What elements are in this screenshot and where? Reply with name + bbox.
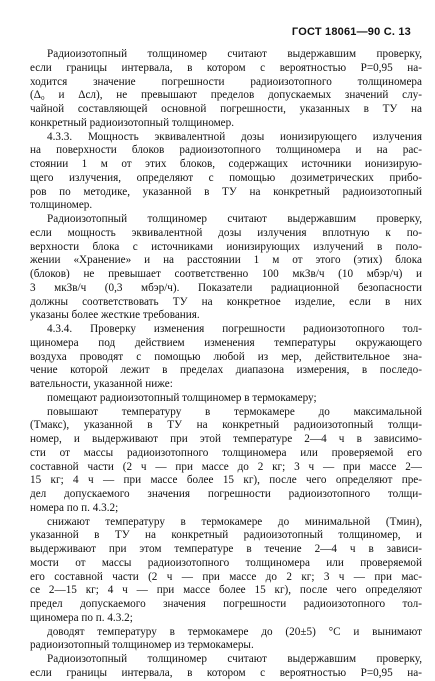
text-line: Радиоизотопный толщиномер считают выдержавшим проверку, [47,213,422,225]
text-line: вательности, указанной ниже: [30,378,173,390]
text-line: на поверхности блоков радиоизотопного толщиномера и на рас- [30,144,422,157]
text-line: его составной части (2 ч — при массе до 2 кг; 3 ч — при мас- [30,570,422,583]
text-line: 15 кг; 4 ч — при массе более 15 кг), после чего определяют пре- [30,474,422,487]
page-header: ГОСТ 18061—90 С. 13 [291,26,411,38]
text-line: (Δ₀ и Δсл), не превышают пределов допускаемых значений слу- [30,89,422,102]
text-line: если границы интервала, в котором с вероятностью P=0,95 на- [30,666,422,679]
text-line: 3 мкЗв/ч (0,3 мбэр/ч). Показатели радиационной безопасности [30,281,422,294]
text-line: выдерживают при этом температуре в течение 2—4 ч в зависи- [30,543,422,555]
text-line: доводят температуру в термокамере до (20±5) °С и вынимают [47,625,422,638]
text-line: номер, и выдерживают при этой температуре 2—4 ч в зависимо- [30,433,422,445]
text-line: щего излучения, определяют с помощью дозиметрических прибо- [30,171,422,184]
text-line: 4.3.4. Проверку изменения погрешности радиоизотопного тол- [47,323,422,335]
text-line: щиномера под действием изменения температуры окружающего [30,336,422,349]
text-line: указаны более жесткие требования. [30,309,200,322]
text-line: воздуха проводят с помощью любой из мер, действительное зна- [30,350,422,363]
text-line: предел допускаемого значения погрешности радиоизотопного тол- [30,598,422,610]
text-line: составной части (2 ч — при массе до 2 кг; 3 ч — при массе 2— [30,460,422,473]
text-line: конкретный радиоизотопный толщиномер. [30,116,235,129]
text-line: Радиоизотопный толщиномер считают выдержавшим проверку, [47,653,422,665]
text-line: жении «Хранение» и на расстоянии 1 м от этого (этих) блока [30,254,422,267]
text-line: снижают температуру в термокамере до минимальной (Tмин), [47,515,422,528]
text-line: верхности блока с источниками ионизирующих излучений в поло- [30,240,422,253]
text-line: если границы интервала, в котором с вероятностью P=0,95 на- [30,61,422,74]
text-line: (блоков) не превышает соответственно 100 мкЗв/ч (10 мбэр/ч) и [30,268,422,280]
document-body [30,48,422,681]
text-line: стоянии 1 м от этих блоков, содержащих источники ионизирую- [30,158,422,170]
text-line: чайной составляющей основной погрешности, указанных в ТУ на [30,103,422,115]
text-line: дел допускаемого значения погрешности радиоизотопного толщи- [30,488,422,500]
text-line: чение которой лежит в пределах диапазона измерения, в последо- [30,364,422,377]
text-line: помещают радиоизотопный толщиномер в термокамеру; [47,391,317,404]
text-line: указанной в ТУ на конкретный радиоизотопный толщиномер, и [30,529,422,542]
text-line: радиоизотопный толщиномер из термокамеры. [30,639,254,652]
text-line: мости от массы радиоизотопного толщиномера или проверяемой [30,556,422,569]
text-line: повышают температуру в термокамере до максимальной [47,405,422,418]
text-line: щиномера по п. 4.3.2; [30,611,133,624]
text-line: ров по методике, указанной в ТУ на конкретный радиоизотопный [30,185,422,198]
text-line: 4.3.3. Мощность эквивалентной дозы ионизирующего излучения [47,130,422,143]
text-line: сти от массы радиоизотопного толщиномера или проверяемой его [30,446,422,459]
text-line: толщиномер. [30,199,93,212]
text-line: ходится значение погрешности радиоизотопного толщиномера [30,75,422,88]
text-line: номера по п. 4.3.2; [30,501,119,514]
text-line: должны соответствовать ТУ на конкретное изделие, если в них [30,295,422,308]
text-line: (Tмакс), указанной в ТУ на конкретный радиоизотопный толщи- [30,419,422,432]
text-line: се 2—15 кг; 4 ч — при массе более 15 кг), после чего определяют [30,584,422,597]
text-line: Радиоизотопный толщиномер считают выдержавшим проверку, [47,48,422,60]
text-line: если мощность эквивалентной дозы излучения вплотную к по- [30,226,422,239]
